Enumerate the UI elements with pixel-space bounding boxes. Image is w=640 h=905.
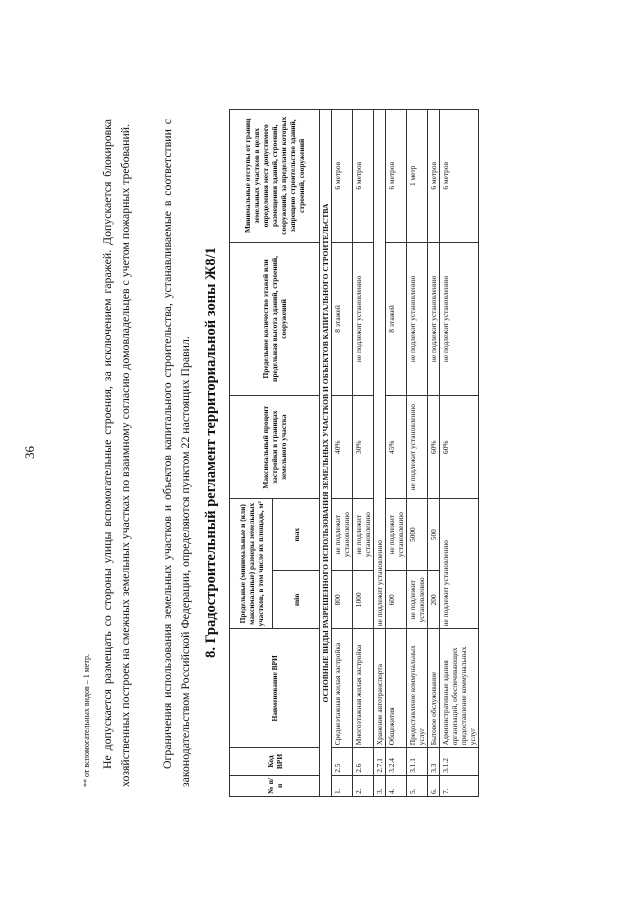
row-max: 5000 bbox=[407, 499, 428, 571]
row-setback: 1 метр bbox=[407, 110, 428, 243]
row-setback: 6 метров bbox=[428, 110, 440, 243]
table-row bbox=[353, 110, 374, 797]
row-pct: 60% bbox=[440, 396, 479, 499]
row-pct: не подлежит установлению bbox=[407, 396, 428, 499]
header-build-percent: Максимальный процент застройки в границах земельного участка bbox=[230, 396, 320, 499]
table-row bbox=[407, 110, 428, 797]
row-merged: не подлежит установлению bbox=[374, 110, 386, 630]
regulation-table bbox=[229, 109, 479, 797]
row-name: Бытовое обслуживание bbox=[428, 629, 440, 748]
row-name: Среднеэтажная жилая застройка bbox=[332, 629, 353, 748]
row-setback: 6 метров bbox=[353, 110, 374, 243]
row-code: 3.2.4 bbox=[386, 748, 407, 776]
header-max: max bbox=[273, 499, 320, 571]
row-min: 1000 bbox=[353, 571, 374, 629]
row-name: Предоставление коммунальных услуг bbox=[407, 629, 428, 748]
header-num: № п/п bbox=[230, 775, 320, 796]
row-code: 3.1.2 bbox=[440, 748, 479, 776]
row-num: 4. bbox=[386, 775, 407, 796]
row-name: Общежития bbox=[386, 629, 407, 748]
row-pct: 60% bbox=[428, 396, 440, 499]
row-pct: 30% bbox=[353, 396, 374, 499]
table-header-row bbox=[230, 110, 273, 797]
header-min: min bbox=[273, 571, 320, 629]
row-floors: 8 этажей bbox=[386, 242, 407, 396]
table-row bbox=[386, 110, 407, 797]
row-min: не подлежит установлению bbox=[407, 571, 428, 629]
table-row bbox=[428, 110, 440, 797]
row-code: 2.7.1 bbox=[374, 748, 386, 776]
row-floors: не подлежит установлению bbox=[407, 242, 428, 396]
row-code: 2.5 bbox=[332, 748, 353, 776]
row-code: 2.6 bbox=[353, 748, 374, 776]
section-heading: 8. Градостроительный регламент территориальной зоны Ж8/1 bbox=[203, 247, 219, 658]
row-pct: 45% bbox=[386, 396, 407, 499]
row-max: не подлежит установлению bbox=[386, 499, 407, 571]
row-name: Хранение автотранспорта bbox=[374, 629, 386, 748]
row-min: 600 bbox=[386, 571, 407, 629]
row-max: не подлежит установлению bbox=[332, 499, 353, 571]
row-num: 7. bbox=[440, 775, 479, 796]
header-floors: Предельное количество этажей или предельная высота зданий, строений, сооружений bbox=[230, 242, 320, 396]
row-num: 5. bbox=[407, 775, 428, 796]
header-code: Код ВРИ bbox=[230, 748, 320, 776]
row-code: 3.3 bbox=[428, 748, 440, 776]
row-code: 3.1.1 bbox=[407, 748, 428, 776]
table-row bbox=[440, 110, 479, 797]
row-min: 800 bbox=[332, 571, 353, 629]
row-min: 200 bbox=[428, 571, 440, 629]
table-row bbox=[374, 110, 386, 797]
row-floors: не подлежит установлению bbox=[353, 242, 374, 396]
row-max: 500 bbox=[428, 499, 440, 571]
row-setback: 6 метров bbox=[386, 110, 407, 243]
row-num: 2. bbox=[353, 775, 374, 796]
row-pct: 40% bbox=[332, 396, 353, 499]
row-setback: 6 метров bbox=[332, 110, 353, 243]
row-num: 3. bbox=[374, 775, 386, 796]
section-title: ОСНОВНЫЕ ВИДЫ РАЗРЕШЕННОГО ИСПОЛЬЗОВАНИЯ ЗЕМЕЛЬНЫХ УЧАСТКОВ И ОБЪЕКТОВ КАПИТАЛЬНОГО СТРОИТЕЛЬСТВА bbox=[320, 110, 332, 797]
row-floors: 8 этажей bbox=[332, 242, 353, 396]
paragraph-garages: Не допускается размещать со стороны улицы вспомогательные строения, за исключением гаражей. Допускается блокировка хозяйственных построек на смежных земельных участках по взаимному согласию домовладельцев с учетом пожарных требований. bbox=[100, 119, 132, 787]
header-name: Наименование ВРИ bbox=[230, 629, 320, 748]
paragraph-restrictions: Ограничения использования земельных участков и объектов капитального строительства, устанавливаемые в соответствии с законодательством Российской Федерации, определяются пунктом 22 настоящих Правил. bbox=[160, 119, 192, 787]
header-setbacks: Минимальные отступы от границ земельных участков в целях определения мест допустимого размещения зданий, строений, сооружений, за пределами которых запрещено строительство зданий, строений, сооружений bbox=[230, 110, 320, 243]
table-row bbox=[332, 110, 353, 797]
row-floors: не подлежит установлению bbox=[440, 242, 479, 396]
section-title-row bbox=[320, 110, 332, 797]
row-num: 6. bbox=[428, 775, 440, 796]
row-setback: 6 метров bbox=[440, 110, 479, 243]
row-floors: не подлежит установлению bbox=[428, 242, 440, 396]
footnote: ** от вспомогательных видов – 1 метр. bbox=[82, 654, 91, 787]
row-num: 1. bbox=[332, 775, 353, 796]
row-name: Административные здания организаций, обеспечивающих предоставление коммунальных услуг bbox=[440, 629, 479, 748]
row-name: Многоэтажная жилая застройка bbox=[353, 629, 374, 748]
row-area-merged: не подлежит установлению bbox=[440, 499, 479, 629]
row-max: не подлежит установлению bbox=[353, 499, 374, 571]
header-area: Предельные (минимальные и (или) максимальные) размеры земельных участков, в том числе их площадь, м² bbox=[230, 499, 273, 629]
page-number: 36 bbox=[22, 446, 37, 459]
